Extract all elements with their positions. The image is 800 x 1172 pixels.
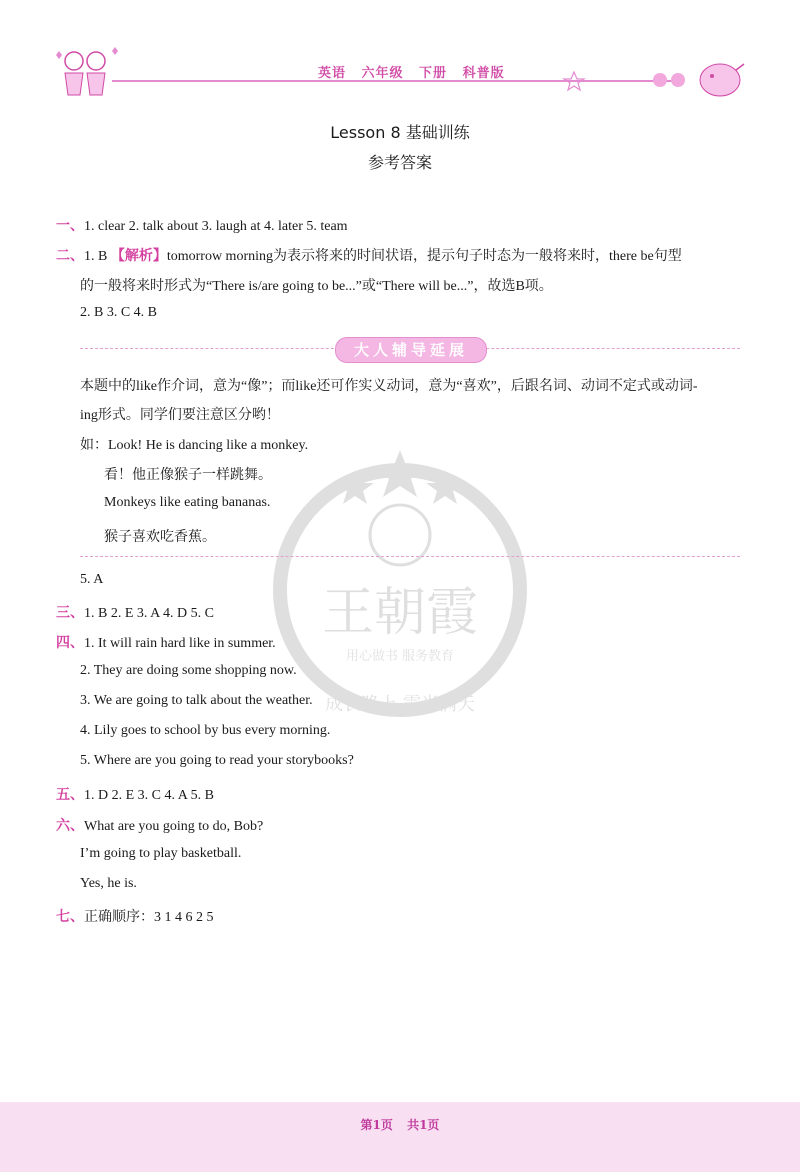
section-number: 六、 — [56, 818, 84, 834]
section-6-item: What are you going to do, Bob? — [84, 819, 264, 834]
section-3-text: 1. B 2. E 3. A 4. D 5. C — [84, 606, 214, 621]
section-number: 三、 — [56, 605, 84, 621]
section-number: 一、 — [56, 218, 84, 234]
section-2-answers: 2. B 3. C 4. B — [80, 305, 158, 320]
answer-lead: 1. B — [84, 249, 111, 264]
dashed-divider — [80, 556, 740, 557]
section-4-item: 4. Lily goes to school by bus every morning. — [80, 723, 331, 738]
extension-line-4: 看！他正像猴子一样跳舞。 — [104, 468, 272, 483]
section-7 — [56, 906, 214, 926]
section-4-item: 1. It will rain hard like in summer. — [84, 636, 276, 651]
extension-line-2: ing形式。同学们要注意区分哟！ — [80, 408, 280, 423]
children-illustration-icon — [50, 45, 124, 101]
section-4-item: 3. We are going to talk about the weather. — [80, 693, 313, 708]
section-2 — [56, 245, 682, 265]
extension-line-6: 猴子喜欢吃香蕉。 — [104, 530, 216, 545]
section-5 — [56, 784, 214, 804]
section-number: 七、 — [56, 909, 84, 925]
header-title: 英语 六年级 下册 科普版 — [318, 66, 505, 81]
section-number: 四、 — [56, 635, 84, 651]
section-5-text: 1. D 2. E 3. C 4. A 5. B — [84, 788, 214, 803]
extension-banner: 大人辅导延展 — [335, 337, 487, 363]
extension-line-1: 本题中的like作介词，意为“像”；而like还可作实义动词，意为“喜欢”，后跟名词、动词不定式或动词- — [80, 379, 698, 394]
page-footer — [0, 1102, 800, 1172]
section-1-text: 1. clear 2. talk about 3. laugh at 4. later 5. team — [84, 219, 348, 234]
section-6-item: Yes, he is. — [80, 876, 137, 891]
page-number: 第1页 共1页 — [360, 1118, 440, 1132]
section-7-text: 正确顺序：3 1 4 6 2 5 — [84, 910, 214, 925]
decorative-bird-icon — [560, 52, 760, 102]
section-3 — [56, 602, 214, 622]
section-4-item: 5. Where are you going to read your storybooks? — [80, 753, 354, 768]
document-subtitle: 参考答案 — [367, 153, 432, 172]
section-2-answer-5: 5. A — [80, 572, 104, 587]
section-6-item: I’m going to play basketball. — [80, 846, 242, 861]
watermark-name: 王朝霞 — [321, 583, 479, 643]
section-4 — [56, 632, 276, 652]
watermark-motto: 成长路上 霞光满天 — [325, 694, 475, 715]
section-4-item: 2. They are doing some shopping now. — [80, 663, 297, 678]
analysis-line-2: 的一般将来时形式为“There is/are going to be...”或“There will be...”，故选B项。 — [80, 279, 553, 294]
section-number: 五、 — [56, 787, 84, 803]
document-title: Lesson 8 基础训练 — [330, 123, 470, 142]
watermark-slogan: 用心做书 服务教育 — [345, 649, 455, 664]
section-1 — [56, 215, 348, 235]
extension-line-3: 如：Look! He is dancing like a monkey. — [80, 438, 309, 453]
analysis-line-1: tomorrow morning为表示将来的时间状语，提示句子时态为一般将来时，there be句型 — [166, 249, 682, 264]
page-header — [0, 0, 800, 110]
section-6 — [56, 815, 263, 835]
section-number: 二、 — [56, 248, 84, 264]
extension-line-5: Monkeys like eating bananas. — [104, 495, 271, 510]
analysis-tag: 【解析】 — [110, 248, 167, 264]
